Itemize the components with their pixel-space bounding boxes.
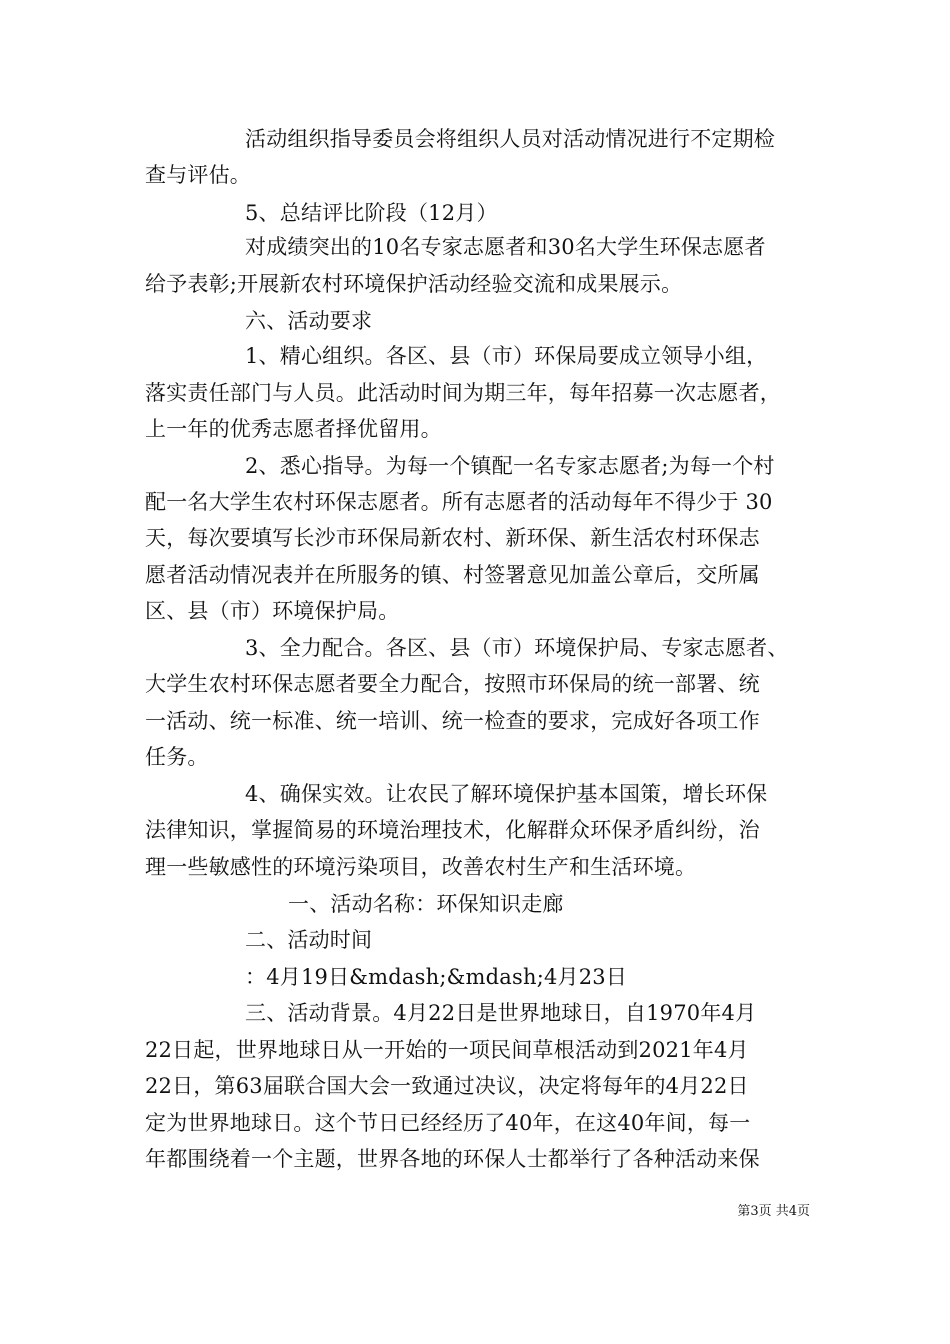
text-line: 上一年的优秀志愿者择优留用。 xyxy=(145,417,442,441)
text-line: 4、确保实效。让农民了解环境保护基本国策，增长环保 xyxy=(245,782,768,806)
text-line: 5、总结评比阶段（12月） xyxy=(245,201,498,225)
text-line: 22日起，世界地球日从一开始的一项民间草根活动到2021年4月 xyxy=(145,1038,749,1062)
text-line: 法律知识，掌握简易的环境治理技术，化解群众环保矛盾纠纷，治 xyxy=(145,818,760,842)
text-line: 活动组织指导委员会将组织人员对活动情况进行不定期检 xyxy=(245,127,775,151)
text-line: 任务。 xyxy=(145,745,209,769)
text-line: 六、活动要求 xyxy=(245,309,373,333)
text-line: 愿者活动情况表并在所服务的镇、村签署意见加盖公章后，交所属 xyxy=(145,563,760,587)
text-line: 配一名大学生农村环保志愿者。所有志愿者的活动每年不得少于 30 xyxy=(145,490,773,514)
text-line: 22日，第63届联合国大会一致通过决议，决定将每年的4月22日 xyxy=(145,1074,749,1098)
text-line: 1、精心组织。各区、县（市）环保局要成立领导小组， xyxy=(245,344,768,368)
text-line: 3、全力配合。各区、县（市）环境保护局、专家志愿者、 xyxy=(245,636,789,660)
text-line: 理一些敏感性的环境污染项目，改善农村生产和生活环境。 xyxy=(145,855,697,879)
text-line: 一活动、统一标准、统一培训、统一检查的要求，完成好各项工作 xyxy=(145,709,760,733)
text-line: 区、县（市）环境保护局。 xyxy=(145,599,400,623)
text-line: 年都围绕着一个主题，世界各地的环保人士都举行了各种活动来保 xyxy=(145,1147,760,1171)
text-line: 大学生农村环保志愿者要全力配合，按照市环保局的统一部署、统 xyxy=(145,672,760,696)
text-line: 一、活动名称：环保知识走廊 xyxy=(288,892,564,916)
text-line: 给予表彰;开展新农村环境保护活动经验交流和成果展示。 xyxy=(145,272,683,296)
text-line: ：4月19日&mdash;&mdash;4月23日 xyxy=(245,965,628,989)
page-number: 第3页 共4页 xyxy=(737,1204,810,1219)
text-line: 天，每次要填写长沙市环保局新农村、新环保、新生活农村环保志 xyxy=(145,526,760,550)
text-line: 落实责任部门与人员。此活动时间为期三年，每年招募一次志愿者， xyxy=(145,381,781,405)
text-line: 对成绩突出的10名专家志愿者和30名大学生环保志愿者 xyxy=(245,235,766,259)
text-line: 查与评估。 xyxy=(145,163,251,187)
text-line: 二、活动时间 xyxy=(245,928,373,952)
text-line: 2、悉心指导。为每一个镇配一名专家志愿者;为每一个村 xyxy=(245,454,775,478)
text-line: 定为世界地球日。这个节日已经经历了40年，在这40年间，每一 xyxy=(145,1111,751,1135)
text-line: 三、活动背景。4月22日是世界地球日，自1970年4月 xyxy=(245,1001,757,1025)
